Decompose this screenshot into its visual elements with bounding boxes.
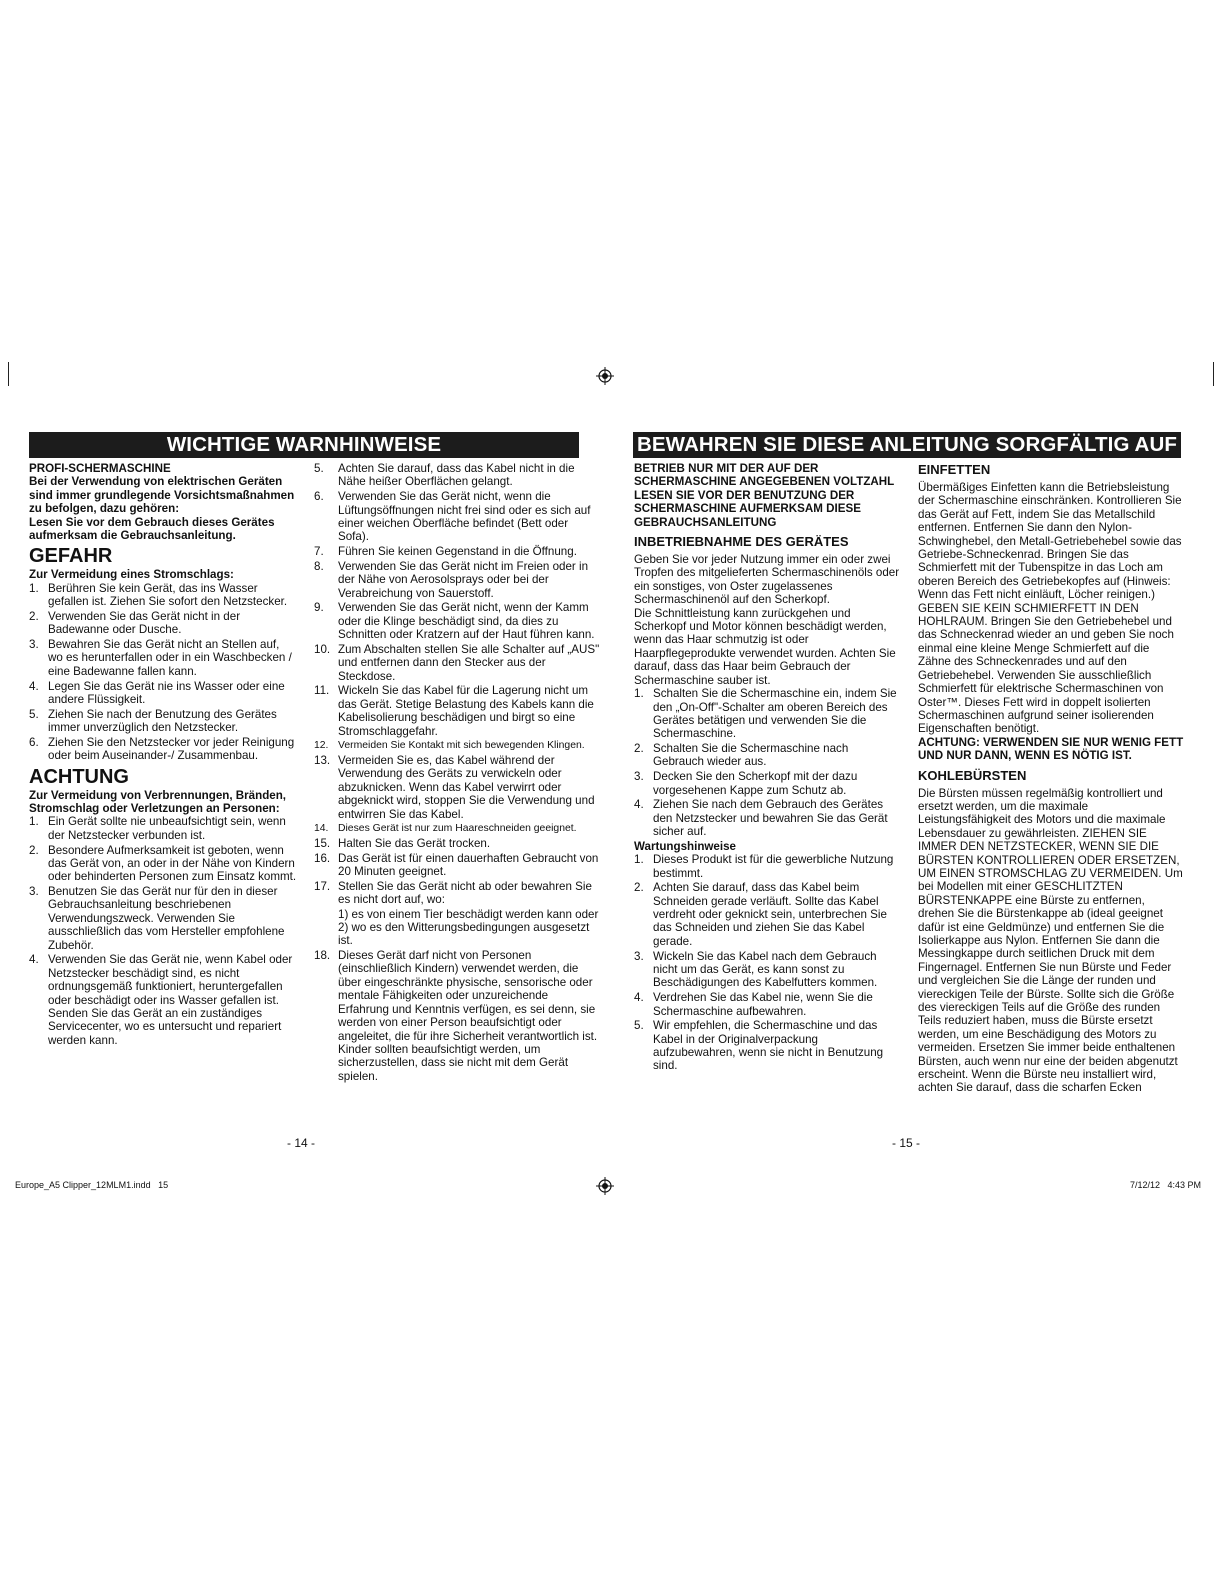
list-item: 6. Ziehen Sie den Netzstecker vor jeder Reinigung oder beim Auseinander-/ Zusammenbau. (29, 735, 295, 763)
item17-a: 1) es von einem Tier beschädigt werden kann oder (338, 907, 599, 921)
list-item: 2. Achten Sie darauf, dass das Kabel beim Schneiden gerade verläuft. Sollte das Kabel verdreht oder geknickt sein, unterbrechen Sie das Schneiden und ziehen Sie das Kabel gerade. (634, 881, 887, 948)
list-item: 3. Benutzen Sie das Gerät nur für den in dieser Gebrauchsanleitung beschriebenen Verwendungszweck. Verwenden Sie ausschließlich das vom Hersteller empfohlene Zubehör. (29, 885, 285, 952)
list-item: 2. Schalten Sie die Schermaschine nach Gebrauch wieder aus. (634, 742, 849, 769)
right-column-1 (634, 462, 902, 1074)
list-item: 4. Verdrehen Sie das Kabel nie, wenn Sie die Schermaschine aufbewahren. (634, 991, 873, 1018)
list-item: 1. Ein Gerät sollte nie unbeaufsichtigt sein, wenn der Netzstecker verbunden ist. (29, 815, 286, 842)
list-item: 15. Halten Sie das Gerät trocken. (314, 836, 491, 850)
list-item: 4. Ziehen Sie nach dem Gebrauch des Gerätes den Netzstecker und bewahren Sie das Gerät sicher auf. (634, 798, 888, 839)
registration-mark-icon (596, 1177, 614, 1195)
gefahr-title: GEFAHR (29, 545, 113, 568)
footer-timestamp: 7/12/12 4:43 PM (1130, 1180, 1202, 1190)
wartung-title: Wartungshinweise (634, 839, 736, 853)
crop-mark-right (1213, 362, 1214, 386)
list-item: 7. Führen Sie keinen Gegenstand in die Öffnung. (314, 545, 577, 559)
right-banner: BEWAHREN SIE DIESE ANLEITUNG SORGFÄLTIG AUF (633, 432, 1181, 458)
kohle-title: KOHLEBÜRSTEN (918, 767, 1027, 783)
achtung-list (29, 815, 297, 1047)
wartung-list (634, 853, 902, 1073)
list-item: 3. Decken Sie den Scherkopf mit der dazu vorgesehenen Kappe zum Schutz ab. (634, 770, 858, 797)
intro-bold: Bei der Verwendung von elektrischen Geräten sind immer grundlegende Vorsichtsmaßnahmen zu befolgen, dazu gehören: (29, 475, 295, 516)
crop-mark-left (8, 362, 9, 386)
list-item: 5. Wir empfehlen, die Schermaschine und das Kabel in der Originalverpackung aufzubewahren, wenn sie nicht in Benutzung sind. (634, 1019, 884, 1073)
list-item: 14. Dieses Gerät ist nur zum Haareschneiden geeignet. (314, 823, 577, 835)
inbetrieb-p1: Geben Sie vor jeder Nutzung immer ein oder zwei Tropfen des mitgelieferten Schermaschinenöls oder ein sonstiges, von Oster zugelassenes Schermaschinenöl auf den Scherkopf. (634, 553, 900, 607)
achtung-subtitle: Zur Vermeidung von Verbrennungen, Bränden, Stromschlag oder Verletzungen an Personen: (29, 788, 287, 816)
warnings-list-continued (314, 462, 600, 1083)
list-item: 11. Wickeln Sie das Kabel für die Lagerung nicht um das Gerät. Stetige Belastung des Kabels kann die Kabelisolierung beschädigen und birgt so eine Stromschlaggefahr. (314, 684, 594, 738)
lesen-bold: LESEN SIE VOR DER BENUTZUNG DER SCHERMASCHINE AUFMERKSAM DIESE GEBRAUCHSANLEITUNG (634, 488, 861, 529)
item17-b: 2) wo es den Witterungsbedingungen ausgesetzt ist. (338, 920, 590, 948)
list-item: 12. Vermeiden Sie Kontakt mit sich bewegenden Klingen. (314, 740, 585, 752)
list-item: 10. Zum Abschalten stellen Sie alle Schalter auf „AUS" und entfernen dann den Stecker aus der Steckdose. (314, 642, 600, 683)
list-item: 2. Besondere Aufmerksamkeit ist geboten, wenn das Gerät von, an oder in der Nähe von Kindern oder behinderten Personen zum Einsatz kommt. (29, 843, 297, 884)
right-column-2 (918, 462, 1184, 1095)
list-item: 3. Bewahren Sie das Gerät nicht an Stellen auf, wo es herunterfallen oder in ein Waschbecken / eine Badewanne fallen kann. (29, 638, 292, 678)
achtung-title: ACHTUNG (29, 765, 129, 788)
list-item: 18. Dieses Gerät darf nicht von Personen (einschließlich Kindern) verwendet werden, die über eingeschränkte physische, sensorische oder mentale Fähigkeiten oder unzureichende Erfahrung und Kenntnis verfügen, es sei denn, sie werden von einer Person beaufsichtigt oder angeleitet, die für ihre Sicherheit verantwortlich ist. Kinder sollten beaufsichtigt werden, um sicherzustellen, dass sie nicht mit dem Gerät spielen. (314, 949, 598, 1083)
profi-heading: PROFI-SCHERMASCHINE (29, 462, 171, 475)
list-item: 5. Achten Sie darauf, dass das Kabel nicht in die Nähe heißer Oberflächen gelangt. (314, 462, 575, 489)
betrieb-bold: BETRIEB NUR MIT DER AUF DER SCHERMASCHINE ANGEGEBENEN VOLTZAHL (634, 462, 895, 489)
page-number-right: - 15 - (892, 1136, 921, 1150)
list-item: 4. Legen Sie das Gerät nie ins Wasser oder eine andere Flüssigkeit. (29, 679, 285, 706)
list-item: 1. Dieses Produkt ist für die gewerbliche Nutzung bestimmt. (634, 853, 894, 880)
registration-mark-icon (596, 367, 614, 385)
inbetrieb-p2: Die Schnittleistung kann zurückgehen und Scherkopf und Motor können beschädigt werden, wenn das Haar schmutzig ist oder Haarpflegeprodukte verwendet wurden. Achten Sie darauf, dass das Haar beim Gebrauch der Schermaschine sauber ist. (634, 606, 896, 687)
list-item: 5. Ziehen Sie nach der Benutzung des Gerätes immer unverzüglich den Netzstecker. (29, 707, 277, 735)
inbetrieb-list (634, 687, 902, 838)
gefahr-subtitle: Zur Vermeidung eines Stromschlags: (29, 568, 234, 582)
list-item: 6. Verwenden Sie das Gerät nicht, wenn die Lüftungsöffnungen nicht frei sind oder es sich auf einer weichen Oberfläche befindet (Bett oder Sofa). (314, 490, 591, 544)
list-item: 4. Verwenden Sie das Gerät nie, wenn Kabel oder Netzstecker beschädigt sind, es nicht ordnungsgemäß funktioniert, heruntergefallen oder beschädigt oder ins Wasser gefallen ist. Senden Sie das Gerät an ein zuständiges Servicecenter, wo es untersucht und repariert werden kann. (29, 953, 293, 1047)
list-item: 17. Stellen Sie das Gerät nicht ab oder bewahren Sie es nicht dort auf, wo: 1) es von einem Tier beschädigt werden kann oder 2) wo es den Witterungsbedingungen ausgesetzt ist. (314, 879, 599, 948)
list-item: 1. Schalten Sie die Schermaschine ein, indem Sie den „On-Off"-Schalter am oberen Bereich des Gerätes betätigen und verwenden Sie die Schermaschine. (634, 687, 897, 741)
left-column-1 (29, 462, 297, 1049)
read-bold: Lesen Sie vor dem Gebrauch dieses Gerätes aufmerksam die Gebrauchsanleitung. (29, 515, 275, 543)
list-item: 8. Verwenden Sie das Gerät nicht im Freien oder in der Nähe von Aerosolsprays oder bei der Verabreichung von Sauerstoff. (314, 559, 589, 600)
footer-filename: Europe_A5 Clipper_12MLM1.indd 15 (15, 1180, 169, 1190)
list-item: 1. Berühren Sie kein Gerät, das ins Wasser gefallen ist. Ziehen Sie sofort den Netzstecker. (29, 581, 288, 609)
einfetten-warning: ACHTUNG: VERWENDEN SIE NUR WENIG FETT UND NUR DANN, WENN ES NÖTIG IST. (918, 735, 1184, 763)
page-number-left: - 14 - (287, 1136, 316, 1150)
list-item: 2. Verwenden Sie das Gerät nicht in der Badewanne oder Dusche. (29, 609, 241, 637)
list-item: 9. Verwenden Sie das Gerät nicht, wenn der Kamm oder die Klinge beschädigt sind, da dies zu Schnitten oder Kratzern auf der Haut führen kann. (314, 601, 595, 642)
einfetten-text: Übermäßiges Einfetten kann die Betriebsleistung der Schermaschine einschränken. Kontrollieren Sie das Gerät auf Fett, indem Sie das Metallschild entfernen. Entfernen Sie dann den Nylon-Schwinghebel, den Metall-Getriebehebel sowie das Getriebe-Schneckenrad. Bringen Sie das Schmierfett mit der Tubenspitze in das Loch am oberen Bereich des Getriebekopfes auf (Hinweis: Wenn das Fett nicht einläuft, Löcher reinigen.) GEBEN SIE KEIN SCHMIERFETT IN DEN HOHLRAUM. Bringen Sie den Getriebehebel und das Schneckenrad wieder an und geben Sie noch einmal eine kleine Menge Schmierfett auf die Zähne des Schneckenrades und auf den Getriebehebel. Verwenden Sie ausschließlich Schmierfett für elektrische Schermaschinen von Oster™. Dieses Fett wird in doppelt isolierten Schermaschinen aufgrund seiner isolierenden Eigenschaften benötigt. (918, 481, 1182, 736)
inbetrieb-title: INBETRIEBNAHME DES GERÄTES (634, 534, 849, 550)
einfetten-title: EINFETTEN (918, 462, 991, 477)
gefahr-list (29, 582, 297, 763)
left-column-2 (314, 462, 600, 1084)
left-banner: WICHTIGE WARNHINWEISE (29, 432, 579, 458)
kohle-text: Die Bürsten müssen regelmäßig kontrolliert und ersetzt werden, um die maximale Leistungsfähigkeit des Motors und die maximale Lebensdauer zu gewährleisten. ZIEHEN SIE IMMER DEN NETZSTECKER, WENN SIE DIE BÜRSTEN KONTROLLIEREN ODER ERSETZEN, UM EINEN STROMSCHLAG ZU VERMEIDEN. Um bei Modellen mit einer GESCHLITZTEN BÜRSTENKAPPE eine Bürste zu entfernen, drehen Sie die Bürstenkappe ab (ideal geeignet dafür ist eine Geldmünze) und entfernen Sie die Isolierkappe aus Nylon. Entfernen Sie dann die Messingkappe durch seitlichen Druck mit dem Fingernagel. Entfernen Sie nun Bürste und Feder und vergleichen Sie die Länge der runden und viereckigen Teile der Bürste. Sollte sich die Größe des viereckigen Teils auf die Größe des runden Teils reduziert haben, muss die Bürste ersetzt werden, um eine Beschädigung des Motors zu vermeiden. Ersetzen Sie immer beide enthaltenen Bürsten, auch wenn nur eine der beiden abgenutzt erscheint. Wenn die Bürste neu installiert wird, achten Sie darauf, dass die scharfen Ecken (918, 786, 1183, 1095)
list-item: 13. Vermeiden Sie es, das Kabel während der Verwendung des Geräts zu verwickeln oder abzuknicken. Wenn das Kabel verwirrt oder abgeknickt wird, stoppen Sie die Verwendung und entwirren Sie das Kabel. (314, 753, 595, 821)
list-item: 3. Wickeln Sie das Kabel nach dem Gebrauch nicht um das Gerät, es kann sonst zu Beschädigungen des Kabelfutters kommen. (634, 949, 878, 990)
list-item: 16. Das Gerät ist für einen dauerhaften Gebraucht von 20 Minuten geeignet. (314, 851, 599, 879)
